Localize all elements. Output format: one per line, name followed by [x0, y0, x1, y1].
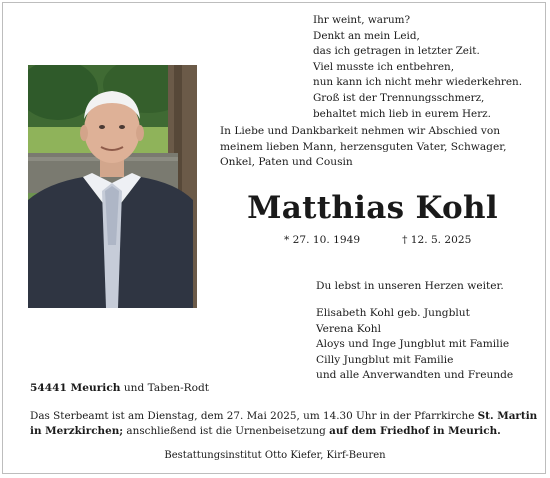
funeral-text-1: Das Sterbeamt ist am Dienstag, dem 27. Mai 2025, um 14.30 Uhr in der Pfarrkirche: [30, 410, 478, 422]
residence-rest: und Taben-Rodt: [120, 382, 210, 394]
funeral-line-2: [30, 424, 535, 439]
poem: [313, 13, 543, 122]
poem-line: das ich getragen in letzter Zeit.: [313, 45, 480, 58]
poem-line: Ihr weint, warum?: [313, 14, 411, 26]
mourner-line: Verena Kohl: [316, 322, 382, 335]
intro-line: meinem lieben Mann, herzensguten Vater, Schwager,: [220, 140, 507, 153]
church-place: in Merzkirchen;: [30, 425, 124, 438]
mourner-line: Elisabeth Kohl geb. Jungblut: [316, 307, 470, 319]
mourners-list: [316, 306, 513, 384]
poem-line: Denkt an mein Leid,: [313, 29, 420, 42]
death-date: † 12. 5. 2025: [402, 234, 472, 246]
postcode-town: 54441 Meurich: [30, 382, 121, 394]
funeral-line-1: [30, 409, 538, 424]
intro-line: In Liebe und Dankbarkeit nehmen wir Abschied von: [220, 125, 501, 137]
cemetery: auf dem Friedhof in Meurich.: [329, 425, 501, 438]
residence-line: [30, 382, 209, 394]
mourner-line: Aloys und Inge Jungblut mit Familie: [316, 338, 510, 351]
farewell-intro: [220, 124, 525, 171]
funeral-info: [30, 409, 538, 440]
poem-line: nun kann ich nicht mehr wiederkehren.: [313, 76, 523, 89]
life-dates: [284, 234, 471, 246]
poem-line: Groß ist der Trennungsschmerz,: [313, 91, 485, 104]
portrait-illustration: [28, 65, 197, 308]
mourner-line: und alle Anverwandten und Freunde: [316, 369, 514, 382]
church-name: St. Martin: [477, 410, 538, 422]
funeral-text-2: anschließend ist die Urnenbeisetzung: [123, 425, 330, 438]
poem-line: Viel musste ich entbehren,: [313, 60, 455, 73]
deceased-name: Matthias Kohl: [247, 190, 498, 226]
portrait-photo: [28, 65, 197, 308]
poem-line: behaltet mich lieb in eurem Herz.: [313, 107, 491, 120]
birth-date: * 27. 10. 1949: [284, 234, 361, 246]
intro-line: Onkel, Paten und Cousin: [220, 156, 353, 169]
mourner-line: Cilly Jungblut mit Familie: [316, 353, 454, 366]
motto: Du lebst in unseren Herzen weiter.: [316, 280, 504, 292]
undertaker: Bestattungsinstitut Otto Kiefer, Kirf-Beuren: [164, 450, 386, 461]
